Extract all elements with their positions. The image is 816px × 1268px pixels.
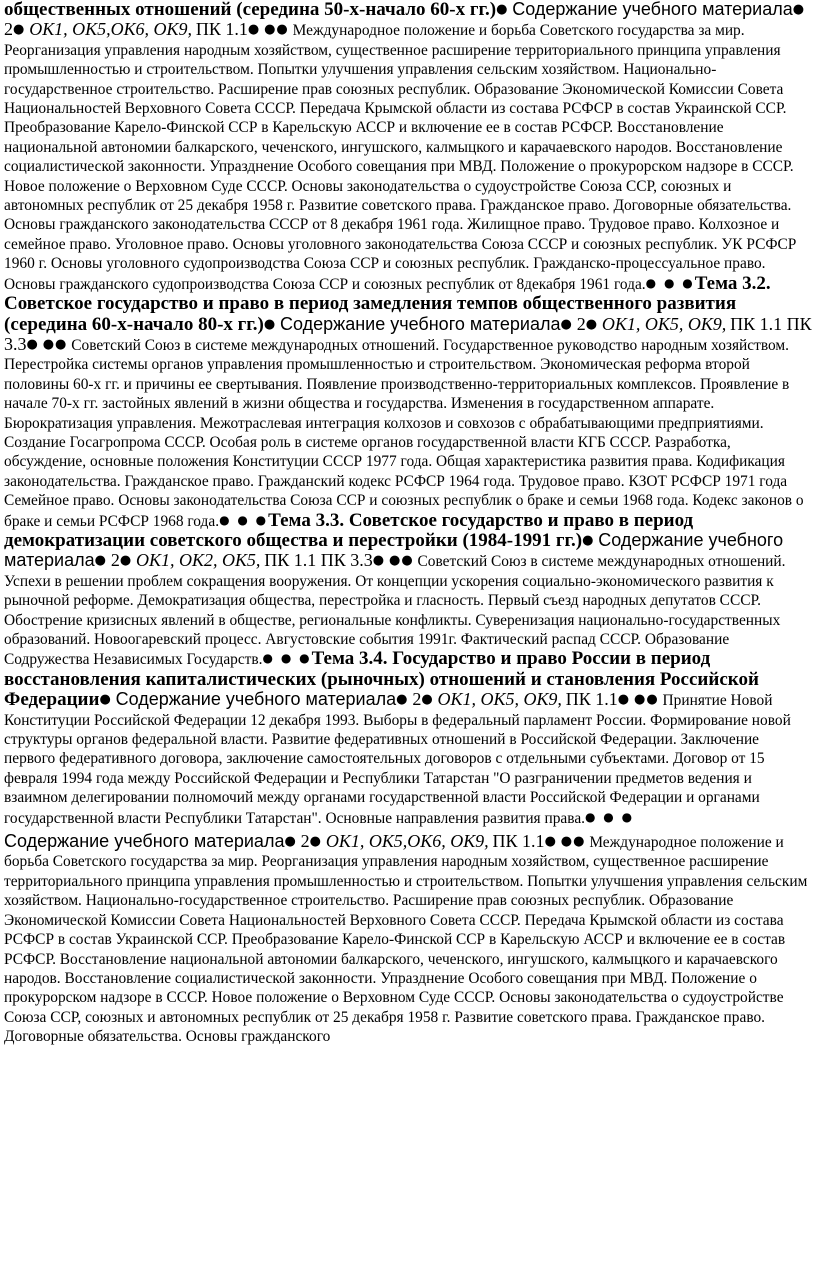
content-label: Содержание учебного материала (280, 313, 561, 334)
topic-body: Международное положение и борьба Советского государства за мир. Реорганизация управления народным хозяйством, существенное расширение территориального принципа управления промышленностью и строительством. Попытки улучшения управления сельским хозяйством. Национально-государственное строительство. Расширение прав союзных республик. Образование Экономической Комиссии Совета Национальностей Верховного Совета СССР. Передача Крымской области из состава РСФСР в состав Украинской ССР. Преобразование Карело-Финской ССР в Карельскую АССР и включение ее в состав РСФСР. Восстановление национальной автономии балкарского, чеченского, ингушского, калмыцкого и карачаевского народов. Восстановление социалистической законности. Упразднение Особого совещания при МВД. Положение о прокурорском надзоре в СССР. Новое положение о Верховном Суде СССР. Основы законодательства о судоустройстве Союза ССР, союзных и автономных республик от 25 декабря 1958 г. Развитие советского права. Гражданское право. Договорные обязательства. Основы гражданского (4, 834, 808, 1046)
bullet-icon: ● (309, 834, 323, 850)
bullet-pair-icon: ●● (633, 692, 659, 708)
bullet-pair-icon: ●● (42, 336, 68, 352)
topic-block (4, 0, 812, 828)
bullet-row-icon: ● ● ● (645, 275, 695, 290)
bullet-pair-icon: ●● (560, 834, 586, 850)
bullet-icon: ● (263, 316, 277, 332)
hours-value: 2 (300, 831, 310, 852)
content-label: Содержание учебного материала (512, 0, 793, 19)
content-label: Содержание учебного материала (115, 689, 397, 710)
competencies: ОК1, ОК5, ОК9, (601, 313, 727, 334)
topic-heading: Тема 3.4. Государство и право России в период восстановления капиталистических (рыночных) отношений и становления Российской Федерации (4, 648, 759, 711)
topic-body: Принятие Новой Конституции Российской Федерации 12 декабря 1993. Выборы в федеральный парламент России. Формирование новой структуры органов федеральной власти. Развитие федеративных отношений в Российской Федерации. Заключение первого федеративного договора, заключение самостоятельных договоров с отдельными субъектами. Договор от 15 февраля 1994 года между Российской Федерации и Республики Татарстан "О разграничении предметов ведения и взаимном делегировании полномочий между органами государственной власти Российской Федерации и органами государственной власти Республики Татарстан". Основные направления развития права. (4, 692, 791, 827)
bullet-row-icon: ● ● ● (585, 809, 635, 824)
hours-value: 2 (576, 313, 586, 334)
topic-heading: общественных отношений (середина 50-х-начало 60-х гг.) (4, 0, 497, 20)
topic-heading: Тема 3.2. Советское государство и право в период замедления темпов общественного развития (середина 60-х-начало 80-х гг.) (4, 272, 771, 335)
bullet-pair-icon: ●● (388, 553, 414, 569)
topic-heading: Тема 3.3. Советское государство и право в период демократизации советского общества и перестройки (1984-1991 гг.) (4, 509, 694, 551)
topic-body: Международное положение и борьба Советского государства за мир. Реорганизация управления народным хозяйством, существенное расширение территориального принципа управления промышленностью и строительством. Попытки улучшения управления сельским хозяйством. Национально-государственное строительство. Расширение прав союзных республик. Образование Экономической Комиссии Совета Национальностей Верховного Совета СССР. Передача Крымской области из состава РСФСР в состав Украинской ССР. Преобразование Карело-Финской ССР в Карельскую АССР и включение ее в состав РСФСР. Восстановление национальной автономии балкарского, чеченского, ингушского, калмыцкого и карачаевского народов. Восстановление социалистической законности. Упразднение Особого совещания при МВД. Положение о прокурорском надзоре в СССР. Новое положение о Верховном Суде СССР. Основы законодательства о судоустройстве Союза ССР, союзных и автономных республик от 25 декабря 1958 г. Развитие советского права. Гражданское право. Договорные обязательства. Основы гражданского законодательства СССР от 8 декабря 1961 года. Жилищное право. Трудовое право. Колхозное и семейное право. Уголовное право. Основы уголовного законодательства Союза СССР и союзных республик. УК РСФСР 1960 г. Основы уголовного судопроизводства Союза ССР и союзных республик. Гражданско-процессуальное право. Основы гражданского судопроизводства Союза ССР и союзных республик от 8декабря 1961 года. (4, 22, 797, 293)
bullet-icon: ● (496, 2, 509, 17)
bullet-icon: ● (99, 692, 112, 708)
professional-competencies: ПК 1.1 (565, 689, 618, 710)
bullet-row-icon: ● ● ● (262, 651, 312, 666)
competencies: ОК1, ОК2, ОК5, (136, 550, 261, 571)
bullet-icon: ● (421, 692, 434, 708)
bullet-row-icon: ● ● ● (219, 512, 269, 527)
professional-competencies: ПК 1.1 ПК 3.3 (264, 550, 373, 571)
topic-body: Советский Союз в системе международных отношений. Государственное руководство народным хозяйством. Перестройка системы органов управления промышленностью и строительством. Экономическая реформа второй половины 60-х гг. и причины ее свертывания. Появление производственно-территориальных комплексов. Проявление в начале 70-х гг. застойных явлений в жизни общества и государства. Изменения в государственном аппарате. Бюрократизация управления. Межотраслевая интеграция колхозов и совхозов с обрабатывающими предприятиями. Создание Госагропрома СССР. Особая роль в системе органов государственной власти КГБ СССР. Разработка, обсуждение, основные положения Конституции СССР 1977 года. Общая характеристика развития права. Кодификация законодательства. Гражданское право. Гражданский кодекс РСФСР 1964 года. Трудовое право. КЗОТ РСФСР 1971 года Семейное право. Основы законодательства Союза ССР и союзных республик о браке и семьи 1968 года. Кодекс законов о браке и семьи РСФСР 1968 года. (4, 336, 804, 530)
bullet-icon: ● (284, 834, 297, 850)
professional-competencies: ПК 1.1 ПК 3.3 (4, 313, 812, 354)
content-block (4, 832, 812, 1046)
bullet-pair-icon: ●● (264, 22, 289, 38)
bullet-icon: ● (396, 692, 409, 708)
competencies: ОК1, ОК5,ОК6, ОК9, (29, 19, 193, 40)
topic-body: Советский Союз в системе международных отношений. Успехи в решении проблем сокращения вооружения. От концепции ускорения социально-экономического развития к рыночной реформе. Демократизация общества, перестройка и гласность. Первый съезд народных депутатов СССР. Обострение кризисных явлений в обществе, региональные конфликты. Суверенизация национально-государственных образований. Новоогаревский процесс. Августовские события 1991г. Фактический распад СССР. Образование Содружества Независимых Государств. (4, 553, 786, 669)
hours-value: 2 (412, 689, 422, 710)
bullet-icon: ● (26, 336, 39, 352)
bullet-icon: ● (544, 834, 557, 850)
document-page (4, 0, 812, 1268)
bullet-icon: ● (94, 553, 107, 569)
bullet-icon: ● (13, 22, 26, 38)
content-label: Содержание учебного материала (4, 529, 784, 571)
professional-competencies: ПК 1.1 (492, 831, 545, 852)
bullet-icon: ● (792, 2, 806, 17)
competencies: ОК1, ОК5,ОК6, ОК9, (325, 831, 489, 852)
competencies: ОК1, ОК5, ОК9, (437, 689, 562, 710)
bullet-icon: ● (247, 22, 261, 38)
bullet-icon: ● (582, 532, 595, 548)
bullet-icon: ● (585, 316, 599, 332)
hours-value: 2 (110, 550, 120, 571)
bullet-icon: ● (617, 692, 631, 708)
bullet-icon: ● (372, 553, 386, 569)
hours-value: 2 (4, 19, 13, 40)
bullet-icon: ● (119, 553, 133, 569)
content-label: Содержание учебного материала (4, 831, 285, 852)
bullet-icon: ● (560, 316, 573, 332)
professional-competencies: ПК 1.1 (195, 19, 248, 40)
